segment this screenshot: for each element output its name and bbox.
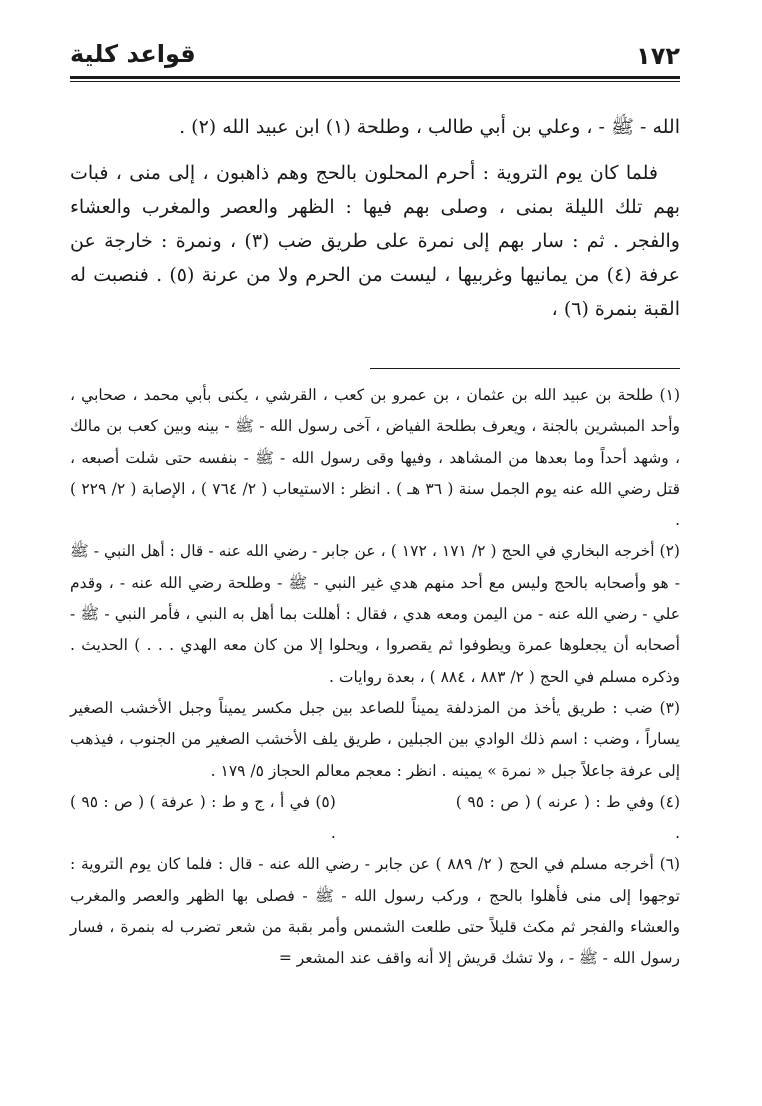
footnote-4: (٤) وفي ط : ( عرنه ) ( ص : ٩٥ ) . bbox=[455, 792, 680, 843]
page-header bbox=[70, 38, 680, 78]
footnote-separator bbox=[370, 368, 680, 369]
footnote-6: (٦) أخرجه مسلم في الحج ( ٢/ ٨٨٩ ) عن جابر - رضي الله عنه - قال : فلما كان يوم التروية : توجهوا إلى منى فأهلوا بالحج ، وركب رسول الله - ﷺ - فصلى بها الظهر والعصر والمغرب والعشاء والفجر ثم مكث قليلاً حتى طلعت الشمس وأمر بقبة من شعر تضرب له بنمرة ، فسار رسول الله - ﷺ - ، ولا تشك قريش إلا أنه واقف عند المشعر = bbox=[70, 855, 681, 968]
footnote-5: (٥) في أ ، ج و ط : ( عرفة ) ( ص : ٩٥ ) . bbox=[70, 792, 336, 843]
main-text bbox=[70, 110, 680, 326]
body-paragraph: الله - ﷺ - ، وعلي بن أبي طالب ، وطلحة (١) ابن عبيد الله (٢) . bbox=[179, 116, 680, 138]
header-rule bbox=[70, 76, 680, 79]
body-paragraph: فلما كان يوم التروية : أحرم المحلون بالحج وهم ذاهبون ، إلى منى ، فبات بهم تلك الليلة بمنى ، وصلى بهم فيها : الظهر والعصر والمغرب والعشاء والفجر . ثم : سار بهم إلى نمرة على طريق ضب (٣) ، ونمرة : خارجة عن عرفة (٤) من يمانيها وغربيها ، ليست من الحرم ولا من عرنة (٥) . فنصبت له القبة بنمرة (٦) ، bbox=[70, 162, 680, 320]
footnote-row bbox=[70, 787, 680, 850]
footnote-2: (٢) أخرجه البخاري في الحج ( ٢/ ١٧١ ، ١٧٢ ) ، عن جابر - رضي الله عنه - قال : أهل النبي - ﷺ - هو وأصحابه بالحج وليس مع أحد منهم هدي غير النبي - ﷺ - وطلحة رضي الله عنه - ، وقدم علي - رضي الله عنه - من اليمن ومعه هدي ، فقال : أهللت بما أهل به النبي ، فأمر النبي - ﷺ - أصحابه أن يجعلوها عمرة ويطوفوا ثم يقصروا ، ويحلوا إلا من كان معه الهدي . . . ) الحديث . وذكره مسلم في الحج ( ٢/ ٨٨٣ ، ٨٨٤ ) ، بعدة روايات . bbox=[70, 542, 680, 686]
footnote-1: (١) طلحة بن عبيد الله بن عثمان ، بن عمرو بن كعب ، القرشي ، يكنى بأبي محمد ، صحابي ، وأحد المبشرين بالجنة ، ويعرف بطلحة الفياض ، آخى رسول الله - ﷺ - بينه وبين كعب بن مالك ، وشهد أحداً وما بعدها من المشاهد ، وفيها وقى رسول الله - ﷺ - بنفسه حتى شلت أصبعه ، قتل رضي الله عنه يوم الجمل سنة ( ٣٦ هـ ) . انظر : الاستيعاب ( ٢/ ٧٦٤ ) ، الإصابة ( ٢/ ٢٢٩ ) . bbox=[70, 386, 680, 530]
footnotes bbox=[70, 380, 680, 975]
page-number: ١٧٢ bbox=[636, 42, 680, 70]
running-title: قواعد كلية bbox=[70, 40, 196, 68]
header-rule-thin bbox=[70, 81, 680, 82]
footnote-3: (٣) ضب : طريق يأخذ من المزدلفة يميناً للصاعد بين جبل مكسر يميناً وجبل الأخشب الصغير يساراً ، وضب : اسم ذلك الوادي بين الجبلين ، طريق يلف الأخشب الصغير من الجنوب ، فيذهب إلى عرفة جاعلاً جبل « نمرة » يمينه . انظر : معجم معالم الحجاز ٥/ ١٧٩ . bbox=[70, 698, 680, 780]
